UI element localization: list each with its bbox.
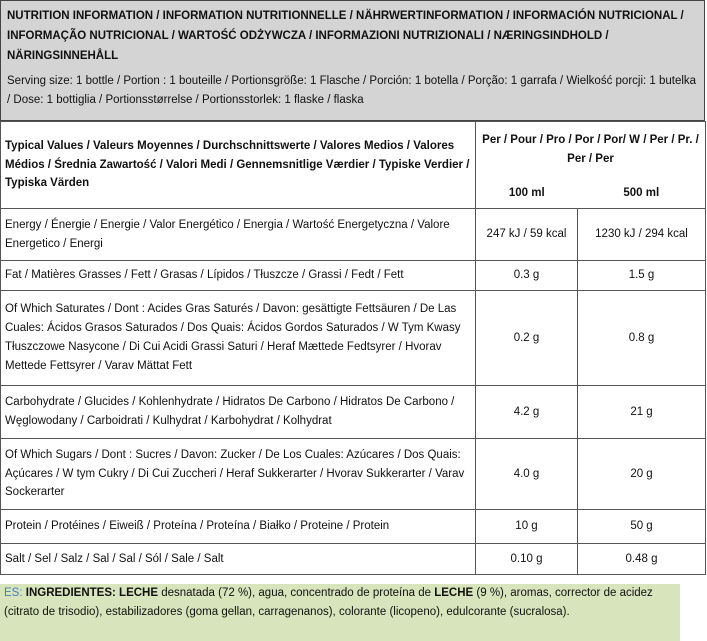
salt-label: Salt / Sel / Salz / Sal / Sal / Sól / Sale / Salt xyxy=(1,544,476,575)
nutrition-title: NUTRITION INFORMATION / INFORMATION NUTRITIONNELLE / NÄHRWERTINFORMATION / INFORMACIÓN NUTRICIONAL / INFORMAÇÃO NUTRICIONAL / WARTOŚĆ ODŻYWCZA / INFORMAZIONI NUTRIZIONALI / NÆRINGSINDHOLD / NÄRINGSINNEHÅLL xyxy=(7,10,684,62)
unit-headers xyxy=(476,169,705,203)
table-row xyxy=(1,209,706,261)
protein-500ml: 50 g xyxy=(578,510,706,544)
energy-500ml: 1230 kJ / 294 kcal xyxy=(578,209,706,261)
ingredients-text-2: (9 %), aromas, corrector de acidez (citrato de trisodio), estabilizadores (goma gellan, carragenanos), colorante (licopeno), edulcorante (sucralosa). xyxy=(4,587,653,618)
carbohydrate-100ml: 4.2 g xyxy=(476,386,578,439)
carbohydrate-label: Carbohydrate / Glucides / Kohlenhydrate / Hidratos De Carbono / Hidratos De Carbono / Węglowodany / Carboidrati / Kulhydrat / Karbohydrat / Kolhydrat xyxy=(1,386,476,439)
table-row xyxy=(1,261,706,291)
allergen-milk-2: LECHE xyxy=(434,587,474,599)
protein-label: Protein / Protéines / Eiweiß / Proteína / Proteína / Białko / Proteine / Protein xyxy=(1,510,476,544)
ingredients-text-1: desnatada (72 %), agua, concentrado de proteína de xyxy=(158,587,435,599)
saturates-100ml: 0.2 g xyxy=(476,291,578,386)
saturates-500ml: 0.8 g xyxy=(578,291,706,386)
col-500ml-header: 500 ml xyxy=(623,186,660,199)
carbohydrate-500ml: 21 g xyxy=(578,386,706,439)
typical-values-header: Typical Values / Valeurs Moyennes / Durchschnittswerte / Valores Medios / Valores Médios / Średnia Zawartość / Valori Medi / Gennemsnitlige Værdier / Typiske Verdier / Typiska Värden xyxy=(1,122,476,209)
protein-100ml: 10 g xyxy=(476,510,578,544)
per-label: Per / Pour / Pro / Por / Por/ W / Per / Pr. / Per / Per xyxy=(482,134,699,166)
table-header-row xyxy=(1,122,706,209)
table-row xyxy=(1,386,706,439)
sugars-500ml: 20 g xyxy=(578,439,706,510)
ingredients-block xyxy=(0,584,680,641)
serving-size: Serving size: 1 bottle / Portion : 1 bouteille / Portionsgröße: 1 Flasche / Porción: 1 botella / Porção: 1 garrafa / Wielkość porcji: 1 butelka / Dose: 1 bottiglia / Portionsstørrelse / Portionsstorlek: 1 flaske / flaska xyxy=(7,75,697,106)
table-row xyxy=(1,510,706,544)
saturates-label: Of Which Saturates / Dont : Acides Gras Saturés / Davon: gesättigte Fettsäuren / De Las Cuales: Ácidos Grasos Saturados / Dos Quais: Ácidos Gordos Saturados / W Tym Kwasy Tłuszczowe Nasycone / Di Cui Acidi Grassi Saturi / Heraf Mættede Fedtsyrer / Hvorav Mettede Fettsyrer / Varav Mättat Fett xyxy=(1,291,476,386)
col-100ml-header: 100 ml xyxy=(508,186,545,199)
sugars-100ml: 4.0 g xyxy=(476,439,578,510)
salt-100ml: 0.10 g xyxy=(476,544,578,575)
language-code: ES: xyxy=(4,587,23,599)
table-row xyxy=(1,291,706,386)
salt-500ml: 0.48 g xyxy=(578,544,706,575)
allergen-milk: LECHE xyxy=(119,587,159,599)
sugars-label: Of Which Sugars / Dont : Sucres / Davon: Zucker / De Los Cuales: Azúcares / Dos Quais: Açúcares / W tym Cukry / Di Cui Zuccheri / Heraf Sukkerarter / Hvorav Sukkerarter / Varav Sockerarter xyxy=(1,439,476,510)
energy-100ml: 247 kJ / 59 kcal xyxy=(476,209,578,261)
per-header-cell xyxy=(476,122,706,209)
ingredients-heading: INGREDIENTES: xyxy=(25,587,116,599)
nutrition-header xyxy=(0,0,705,121)
fat-500ml: 1.5 g xyxy=(578,261,706,291)
energy-label: Energy / Énergie / Energie / Valor Energético / Energia / Wartość Energetyczna / Valore Energetico / Energi xyxy=(1,209,476,261)
nutrition-table xyxy=(0,121,706,575)
fat-100ml: 0.3 g xyxy=(476,261,578,291)
table-row xyxy=(1,439,706,510)
fat-label: Fat / Matières Grasses / Fett / Grasas / Lípidos / Tłuszcze / Grassi / Fedt / Fett xyxy=(1,261,476,291)
table-row xyxy=(1,544,706,575)
